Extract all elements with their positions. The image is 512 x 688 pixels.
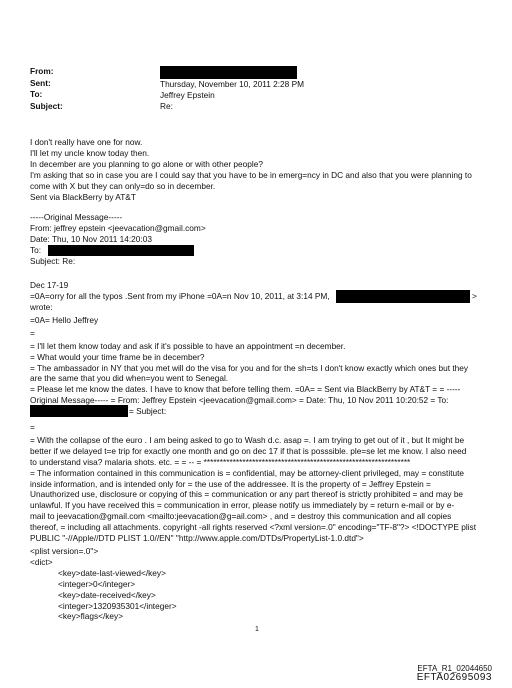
thread-line: = What would your time frame be in december? xyxy=(30,351,205,362)
body-line: come with X but they can only=do so in december. xyxy=(30,180,216,191)
date-tag: Dec 17-19 xyxy=(30,280,69,290)
subject-label: Subject: xyxy=(30,101,63,111)
thread-line: PUBLIC "-//Apple//DTD PLIST 1.0//EN" "http://www.apple.com/DTDs/PropertyList-1.0.dtd"> xyxy=(30,533,364,544)
plist-line: <key>flags</key> xyxy=(58,611,124,622)
thread-line: inside information, and is intended only for = the use of the addressee. It is the property of = Jeffrey Epstein = xyxy=(30,478,431,489)
footer-ref-1: EFTA_R1_02044650 xyxy=(417,664,492,673)
original-date: Date: Thu, 10 Nov 2011 14:20:03 xyxy=(30,233,152,244)
sent-label: Sent: xyxy=(30,78,51,88)
thread-line: = I'll let them know today and ask if it's possible to have an appointment =n december. xyxy=(30,340,346,351)
thread-line: unlawful. If you have received this = communication in error, please notify us immediately by = return e-mail or by e- xyxy=(30,500,455,511)
plist-line: <plist version=.0"> xyxy=(30,546,99,556)
subject-value: Re: xyxy=(160,101,173,111)
thread-line: to understand visa? malaria shots. etc. = = -- = **************************************************************** xyxy=(30,456,411,467)
thread-line: = With the collapse of the euro . I am being asked to go to Wash d.c. asap =. I am trying to get out of it , but It might be xyxy=(30,434,465,445)
thread-line: = xyxy=(30,422,35,432)
thread-line: = The ambassador in NY that you met will do the visa for you and for the sh=ts I don't know exactly which ones but they xyxy=(30,362,469,373)
thread-line: =0A= Hello Jeffrey xyxy=(30,314,99,325)
typos-line: =0A=orry for all the typos .Sent from my iPhone =0A=n Nov 10, 2011, at 3:14 PM, xyxy=(30,291,330,301)
from-label: From: xyxy=(30,66,54,76)
plist-block xyxy=(30,546,177,622)
thread-line: wrote: xyxy=(30,302,53,312)
redaction-to-2 xyxy=(30,405,128,417)
original-to: To: xyxy=(30,244,42,255)
redaction-from xyxy=(160,66,297,79)
to-value: Jeffrey Epstein xyxy=(160,90,215,100)
thread-block-2 xyxy=(30,422,485,544)
thread-line: = xyxy=(30,327,35,338)
page-number: 1 xyxy=(255,626,259,633)
original-from: From: jeffrey epstein <jeevacation@gmail.com> xyxy=(30,222,206,233)
thread-line: better if we delayed t=e trip for exactly one month and go on dec 17 if that is posssible. ple=se let me know. I also need xyxy=(30,445,467,456)
redaction-to xyxy=(48,245,194,256)
plist-line: <dict> xyxy=(30,556,53,567)
plist-line: <integer>0</integer> xyxy=(58,578,136,589)
to-label: To: xyxy=(30,89,43,99)
thread-line: Original Message----- = From: Jeffrey Epstein <jeevacation@gmail.com> = Date: Thu, 10 Nov 2011 10:20:52 = To: xyxy=(30,395,449,406)
plist-line: <integer>1320935301</integer> xyxy=(58,600,177,611)
original-message xyxy=(30,212,485,267)
body-line: I don't really have one for now. xyxy=(30,137,143,147)
thread-line: = Please let me know the dates. I have to know that before telling them. =0A= = Sent via BlackBerry by AT&T = = ----- xyxy=(30,384,461,395)
typos-end: > xyxy=(472,291,477,301)
thread-line: mail to jeevacation@gmail.com <mailto:jeevacation@g=ail.com> , and = destroy this communication and all copies xyxy=(30,511,452,522)
thread-line: = The information contained in this communication is = confidential, may be attorney-client privileged, may = constitute xyxy=(30,467,465,478)
message-body xyxy=(30,137,485,202)
thread-line: are the same that you did when=you went to Senegal. xyxy=(30,373,229,384)
thread-line: thereof, = including all attachments. copyright -all rights reserved <?xml version=.0" encoding="TF-8"?> <!DOCTYPE plist xyxy=(30,522,477,533)
thread-block-1 xyxy=(30,302,485,406)
subject-line: = Subject: xyxy=(129,406,167,416)
plist-line: <key>date-received</key> xyxy=(58,589,156,600)
body-line: I'm asking that so in case you are I could say that you have to be in emerg=ncy in DC and also that you were planning to xyxy=(30,169,472,180)
body-line: Sent via BlackBerry by AT&T xyxy=(30,191,136,202)
plist-line: <key>date-last-viewed</key> xyxy=(58,567,166,578)
sent-value: Thursday, November 10, 2011 2:28 PM xyxy=(160,79,305,89)
body-line: In december are you planning to go alone or with other people? xyxy=(30,158,263,169)
footer-ref-2: EFTA02695093 xyxy=(416,672,492,683)
original-separator: -----Original Message----- xyxy=(30,212,123,222)
body-line: I'll let my uncle know today then. xyxy=(30,147,150,158)
original-subject: Subject: Re: xyxy=(30,255,76,266)
thread-line: Unauthorized use, disclosure or copying of this = communication or any part thereof is strictly prohibited = and may be xyxy=(30,489,464,500)
